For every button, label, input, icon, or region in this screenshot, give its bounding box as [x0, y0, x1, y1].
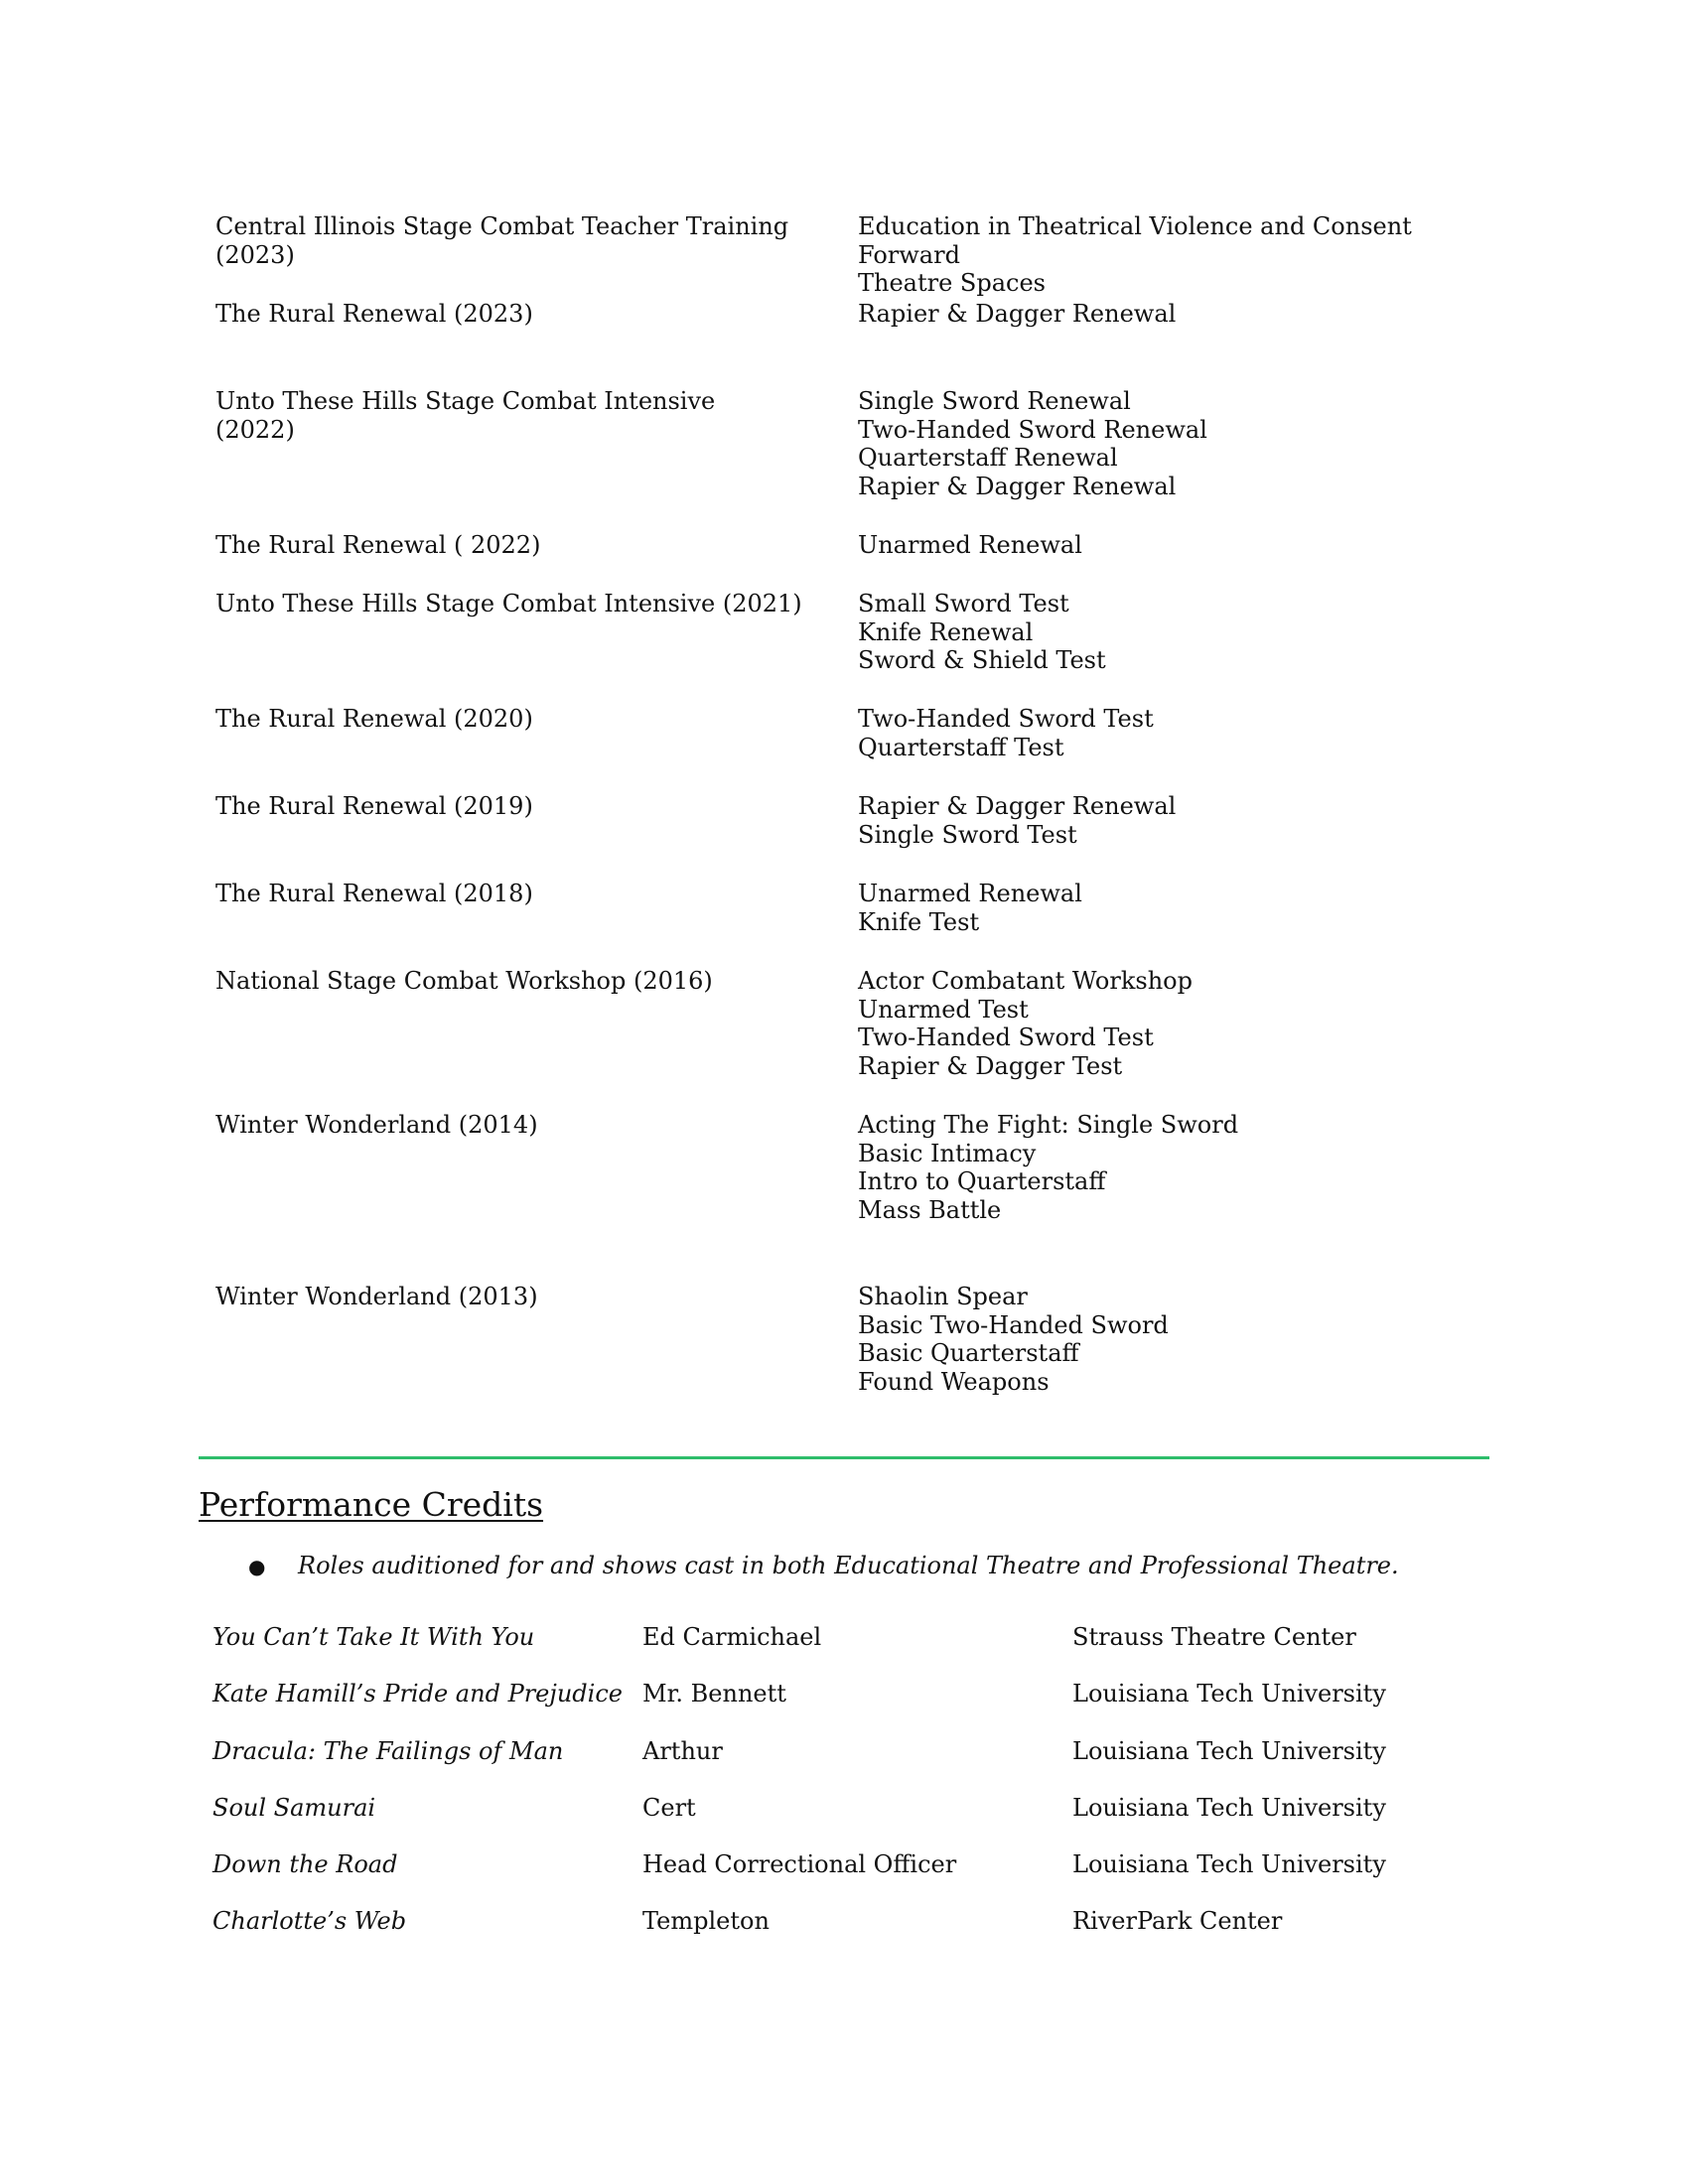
training-item: Theatre Spaces — [858, 269, 1046, 297]
training-item: Rapier & Dagger Test — [858, 1051, 1123, 1080]
training-event-line: Unto These Hills Stage Combat Intensive — [215, 387, 716, 415]
training-row — [215, 531, 1506, 590]
credit-role: Arthur — [642, 1736, 723, 1765]
credits-table — [212, 1622, 1503, 1964]
credit-show: Kate Hamill’s Pride and Prejudice — [212, 1680, 623, 1708]
credit-role: Mr. Bennett — [642, 1680, 786, 1708]
training-item: Small Sword Test — [858, 590, 1069, 617]
training-row — [215, 967, 1506, 1111]
credit-venue: Louisiana Tech University — [1072, 1793, 1386, 1822]
training-items — [858, 1111, 1506, 1283]
training-row — [215, 590, 1506, 705]
training-item: Two-Handed Sword Test — [858, 705, 1154, 733]
training-item: Rapier & Dagger Renewal — [858, 792, 1177, 820]
credit-show: You Can’t Take It With You — [212, 1623, 535, 1651]
training-event: Unto These Hills Stage Combat Intensive (2021) — [215, 590, 802, 617]
credit-row — [212, 1793, 1503, 1849]
credit-venue: Louisiana Tech University — [1072, 1850, 1386, 1879]
training-event-line: (2022) — [215, 415, 295, 444]
training-event — [215, 387, 858, 531]
performance-note — [248, 1551, 1399, 1581]
training-row — [215, 1283, 1506, 1398]
training-row — [215, 212, 1506, 300]
training-event: The Rural Renewal (2019) — [215, 792, 533, 820]
training-item: Rapier & Dagger Renewal — [858, 300, 1177, 328]
training-items — [858, 792, 1506, 880]
training-item: Basic Two-Handed Sword — [858, 1310, 1169, 1339]
credit-show: Down the Road — [212, 1850, 398, 1879]
training-event: The Rural Renewal ( 2022) — [215, 531, 541, 559]
training-items — [858, 967, 1506, 1111]
training-item: Knife Test — [858, 907, 980, 936]
credit-role: Cert — [642, 1793, 696, 1822]
training-event: The Rural Renewal (2020) — [215, 705, 533, 733]
training-item: Single Sword Renewal — [858, 387, 1131, 415]
training-item: Unarmed Renewal — [858, 880, 1082, 907]
training-event: The Rural Renewal (2023) — [215, 300, 533, 328]
credit-venue: Louisiana Tech University — [1072, 1736, 1386, 1765]
credit-row — [212, 1906, 1503, 1963]
training-row — [215, 1111, 1506, 1283]
credit-show: Charlotte’s Web — [212, 1907, 407, 1936]
training-row — [215, 705, 1506, 792]
training-item: Rapier & Dagger Renewal — [858, 472, 1177, 500]
training-row — [215, 387, 1506, 531]
credit-role: Templeton — [642, 1907, 770, 1936]
training-event: National Stage Combat Workshop (2016) — [215, 967, 713, 995]
performance-note-text: Roles auditioned for and shows cast in both Educational Theatre and Professional Theatre. — [298, 1552, 1399, 1579]
training-item: Intro to Quarterstaff — [858, 1167, 1106, 1195]
training-event: Winter Wonderland (2014) — [215, 1111, 538, 1139]
training-event: Central Illinois Stage Combat Teacher Training (2023) — [215, 212, 789, 269]
credit-row — [212, 1679, 1503, 1735]
training-table — [215, 212, 1506, 1398]
training-item: Knife Renewal — [858, 617, 1034, 646]
training-items — [858, 300, 1506, 387]
training-item: Shaolin Spear — [858, 1283, 1028, 1310]
training-item: Quarterstaff Renewal — [858, 444, 1118, 472]
section-divider — [199, 1456, 1489, 1459]
training-item: Education in Theatrical Violence and Consent Forward — [858, 212, 1412, 269]
training-item: Unarmed Renewal — [858, 531, 1082, 559]
credit-role: Ed Carmichael — [642, 1623, 822, 1651]
training-event: The Rural Renewal (2018) — [215, 880, 533, 907]
training-row — [215, 880, 1506, 967]
credit-venue: Strauss Theatre Center — [1072, 1623, 1356, 1651]
training-item: Basic Intimacy — [858, 1139, 1037, 1167]
training-items — [858, 387, 1506, 531]
training-row — [215, 792, 1506, 880]
training-items — [858, 531, 1506, 590]
credit-show: Dracula: The Failings of Man — [212, 1736, 564, 1765]
training-item: Acting The Fight: Single Sword — [858, 1111, 1239, 1139]
training-item: Actor Combatant Workshop — [858, 967, 1193, 995]
training-item: Two-Handed Sword Renewal — [858, 415, 1207, 444]
training-item: Mass Battle — [858, 1195, 1002, 1224]
section-title-performance-credits: Performance Credits — [199, 1485, 544, 1524]
training-items — [858, 1283, 1506, 1398]
credit-row — [212, 1622, 1503, 1679]
training-items — [858, 590, 1506, 705]
training-items — [858, 705, 1506, 792]
credit-show: Soul Samurai — [212, 1793, 376, 1822]
credit-venue: RiverPark Center — [1072, 1907, 1283, 1936]
credit-row — [212, 1849, 1503, 1906]
training-item: Sword & Shield Test — [858, 646, 1106, 674]
training-items — [858, 212, 1506, 300]
training-item: Unarmed Test — [858, 995, 1029, 1024]
training-items — [858, 880, 1506, 967]
training-item: Basic Quarterstaff — [858, 1339, 1079, 1367]
credit-row — [212, 1736, 1503, 1793]
training-event: Winter Wonderland (2013) — [215, 1283, 538, 1310]
training-item: Single Sword Test — [858, 820, 1077, 849]
credit-venue: Louisiana Tech University — [1072, 1680, 1386, 1708]
training-row — [215, 300, 1506, 387]
credit-role: Head Correctional Officer — [642, 1850, 957, 1879]
training-item: Two-Handed Sword Test — [858, 1024, 1154, 1051]
training-item: Quarterstaff Test — [858, 733, 1064, 761]
training-item: Found Weapons — [858, 1367, 1050, 1396]
bullet-icon: ● — [248, 1555, 266, 1578]
